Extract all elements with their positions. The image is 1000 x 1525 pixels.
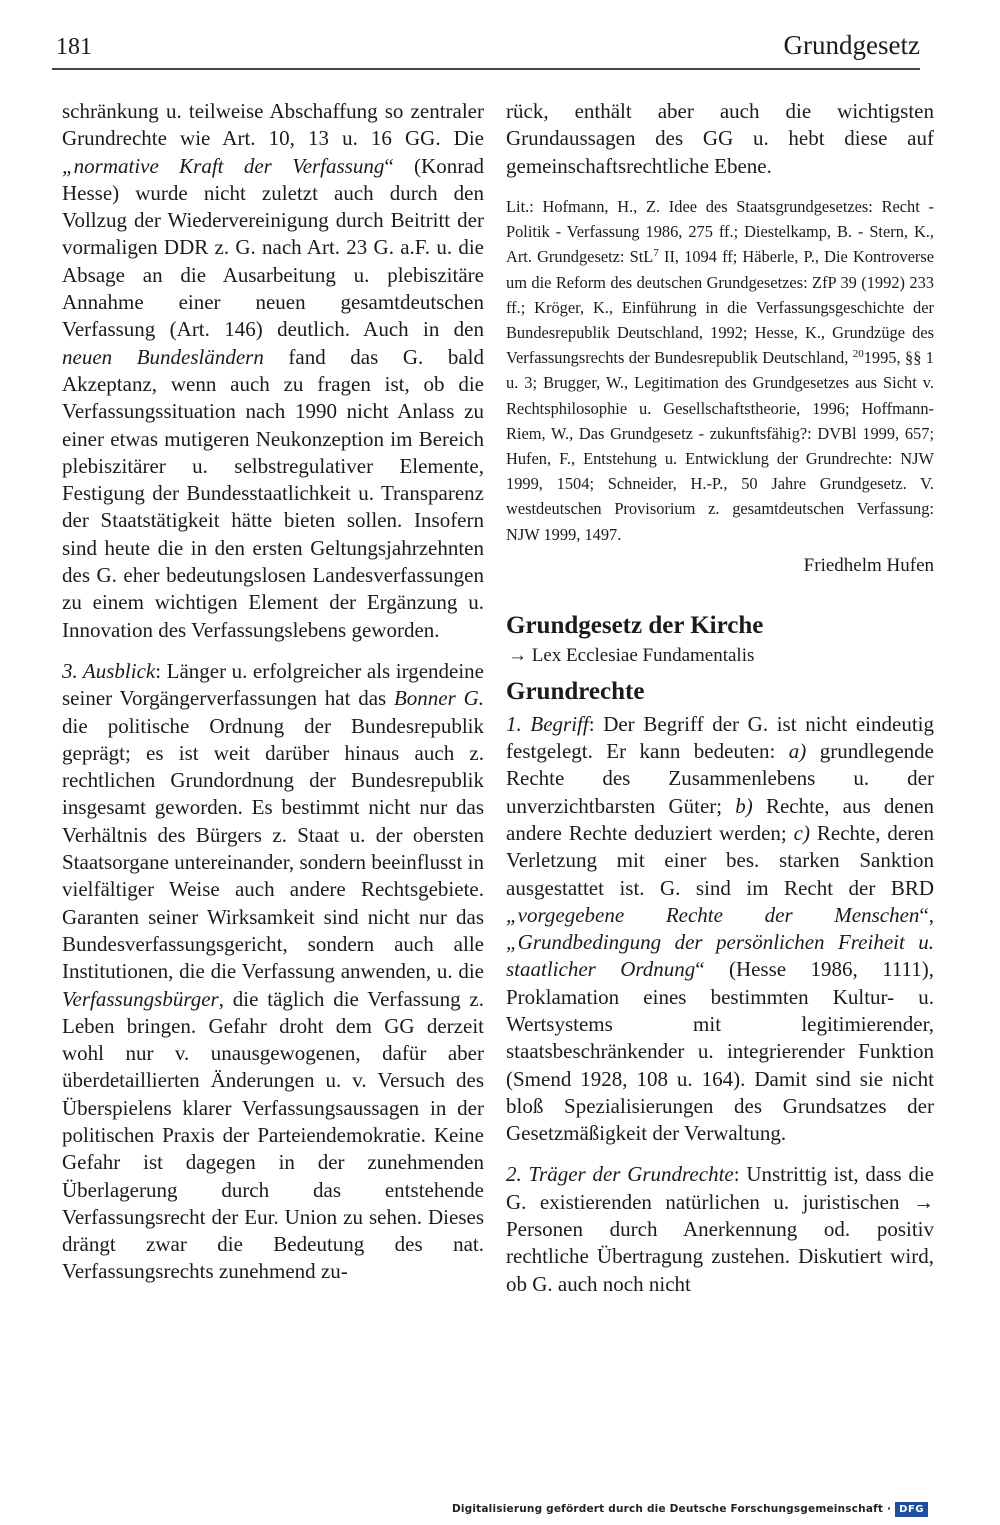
paragraph-ausblick [62, 658, 484, 1286]
footer-text: Digitalisierung gefördert durch die Deutsche Forschungsgemeinschaft · [451, 1503, 892, 1515]
italic-run: b) [735, 793, 753, 818]
italic-run: neuen Bundesländern [62, 344, 264, 369]
literature-list [506, 194, 934, 547]
italic-run: a) [788, 739, 807, 764]
text-run: , die täglich die Verfassung z. Leben bringen. Gefahr droht dem GG derzeit wohl nur v. unausgewogenen, dafür aber überdetaillierten Änderungen u. v. Versuch des Überspielens klarer Verfassungsaussagen in der politischen Praxis der Parteiendemokratie. Keine Gefahr ist dagegen in der zunehmenden Überlagerung durch das entstehende Verfassungsrecht der Eur. Union zu sehen. Dieses drängt zwar die Bedeutung des nat. Verfassungsrechts zunehmend zu- [62, 986, 484, 1284]
running-head: Grundgesetz [783, 30, 920, 60]
entry-title-grundrechte: Grundrechte [506, 677, 645, 705]
text-run: Personen durch Anerkennung od. positiv rechtliche Übertragung zustehen. Diskutiert wird, ob G. auch noch nicht [506, 1217, 934, 1296]
text-run: “ (Hesse 1986, 1111), Proklamation eines bestimmten Kultur- u. Wertsystems mit legitimierender, staatsbeschränkender u. integrierender Funktion (Smend 1928, 108 u. 164). Damit sind sie nicht bloß Spezialisierungen des Grundsatzes der Gesetzmäßigkeit der Verwaltung. [506, 957, 934, 1146]
italic-run: „Grundbedingung der persönlichen Freiheit u. staatlicher Ordnung [506, 930, 934, 982]
text-run: Rechte, aus denen andere Rechte deduziert werden; [506, 793, 934, 845]
cross-reference [508, 643, 934, 669]
text-run: “ (Konrad Hesse) wurde nicht zuletzt auch durch den Vollzug der Wiedervereinigung durch Beitritt der vormaligen DDR z. G. nach Art. 23 G. a.F. u. die Absage an die Ausarbeitung u. plebiszitäre Annahme einer neuen gesamtdeutschen Verfassung (Art. 146) deutlich. Auch in den [62, 153, 485, 342]
text-run: Lit.: Hofmann, H., Z. Idee des Staatsgrundgesetzes: Recht - Politik - Verfassung 1986, 275 ff.; Diestelkamp, B. - Stern, K., Art. Grundgesetz: StL [506, 196, 934, 267]
superscript: 20 [852, 348, 864, 361]
superscript: 7 [653, 247, 659, 260]
text-run: fand das G. bald Akzeptanz, wenn auch zu fragen ist, ob die Verfassungssituation nach 1990 nicht Anlass zu einer etwas mutigeren Neukonzeption im Bereich plebiszitärer u. selbstregulativer Elemente, Festigung der Bundesstaatlichkeit u. Transparenz der Staatstätigkeit hätte bieten sollen. Insofern sind heute die in den ersten Geltungsjahrzehnten des G. eher bedeutungslosen Landesverfassungen zu einem wichtigen Element der Ergänzung u. Innovation des Verfassungslebens geworden. [62, 344, 484, 642]
text-run: grundlegende Rechte des Zusammenlebens u. der unverzichtbarsten Güter; [506, 739, 934, 818]
italic-run: Verfassungsbürger [62, 986, 219, 1011]
text-run: schränkung u. teilweise Abschaffung so zentraler Grundrechte wie Art. 10, 13 u. 16 GG. Die [62, 99, 484, 151]
text-run: Rechte, deren Verletzung mit einer bes. starken Sanktion ausgestattet ist. G. sind im Recht der BRD [506, 820, 934, 900]
text-run: : Länger u. erfolgreicher als irgendeine seiner Vorgängerverfassungen hat das [62, 658, 485, 711]
header-rule [52, 68, 920, 70]
section-label: 1. Begriff [506, 711, 589, 736]
paragraph-traeger [506, 1161, 934, 1297]
italic-run: c) [793, 820, 810, 845]
right-column [506, 98, 934, 1298]
left-column [62, 98, 484, 1286]
section-label: 2. Träger der Grundrechte [506, 1162, 734, 1187]
entry-title-kirche: Grundgesetz der Kirche [506, 611, 764, 639]
page-number: 181 [56, 34, 92, 60]
author-signature: Friedhelm Hufen [803, 554, 934, 576]
section-label: 3. Ausblick [62, 658, 156, 683]
paragraph-begriff [506, 711, 934, 1148]
text-run: “, [919, 902, 934, 927]
arrow-icon: → [508, 644, 527, 666]
dfg-logo: DFG [895, 1502, 928, 1517]
arrow-icon: → [913, 1189, 934, 1214]
italic-run: „vorgegebene Rechte der Menschen [506, 902, 920, 927]
text-run: : Unstrittig ist, dass die G. existierenden natürlichen u. juristischen [506, 1162, 935, 1214]
text-run: : Der Begriff der G. ist nicht eindeutig festgelegt. Er kann bedeuten: [506, 711, 934, 764]
paragraph-continuation: rück, enthält aber auch die wichtigsten Grundaussagen des GG u. hebt diese auf gemeinschaftsrechtliche Ebene. [506, 99, 934, 178]
text-run: die politische Ordnung der Bundesrepublik geprägt; es ist weit darüber hinaus auch z. rechtlichen Grundordnung der Bundesrepublik insgesamt geworden. Es bestimmt nicht nur das Verhältnis des Bürgers z. Staat u. der obersten Staatsorgane untereinander, sondern beeinflusst in vielfältiger Weise auch andere Rechtsgebiete. Garanten seiner Wirksamkeit sind nicht nur das Bundesverfassungsgericht, sondern auch alle Institutionen, die die Verfassung anwenden, u. die [62, 713, 484, 984]
paragraph-continuation [62, 98, 484, 644]
footer-credit [452, 1499, 928, 1519]
italic-run: „normative Kraft der Verfassung [62, 153, 385, 178]
cross-reference-target: Lex Ecclesiae Fundamentalis [531, 644, 755, 666]
text-run: II, 1094 ff; Häberle, P., Die Kontroverse um die Reform des deutschen Grundgesetzes: ZfP 39 (1992) 233 ff.; Kröger, K., Einführung in die Verfassungsgeschichte der Bundesrepublik Deutschland, 1992; Hesse, K., Grundzüge des Verfassungsrechts der Bundesrepublik Deutschland, [506, 247, 934, 368]
italic-run: Bonner G. [393, 686, 484, 711]
text-run: 1995, §§ 1 u. 3; Brugger, W., Legitimation des Grundgesetzes aus Sicht v. Rechtsphilosophie u. Gesellschaftstheorie, 1996; Hoffmann-Riem, W., Das Grundgesetz - zukunftsfähig?: DVBl 1999, 657; Hufen, F., Entstehung u. Entwicklung der Grundrechte: NJW 1999, 1504; Schneider, H.-P., 50 Jahre Grundgesetz. V. westdeutschen Provisorium z. gesamtdeutschen Verfassung: NJW 1999, 1497. [506, 348, 934, 544]
